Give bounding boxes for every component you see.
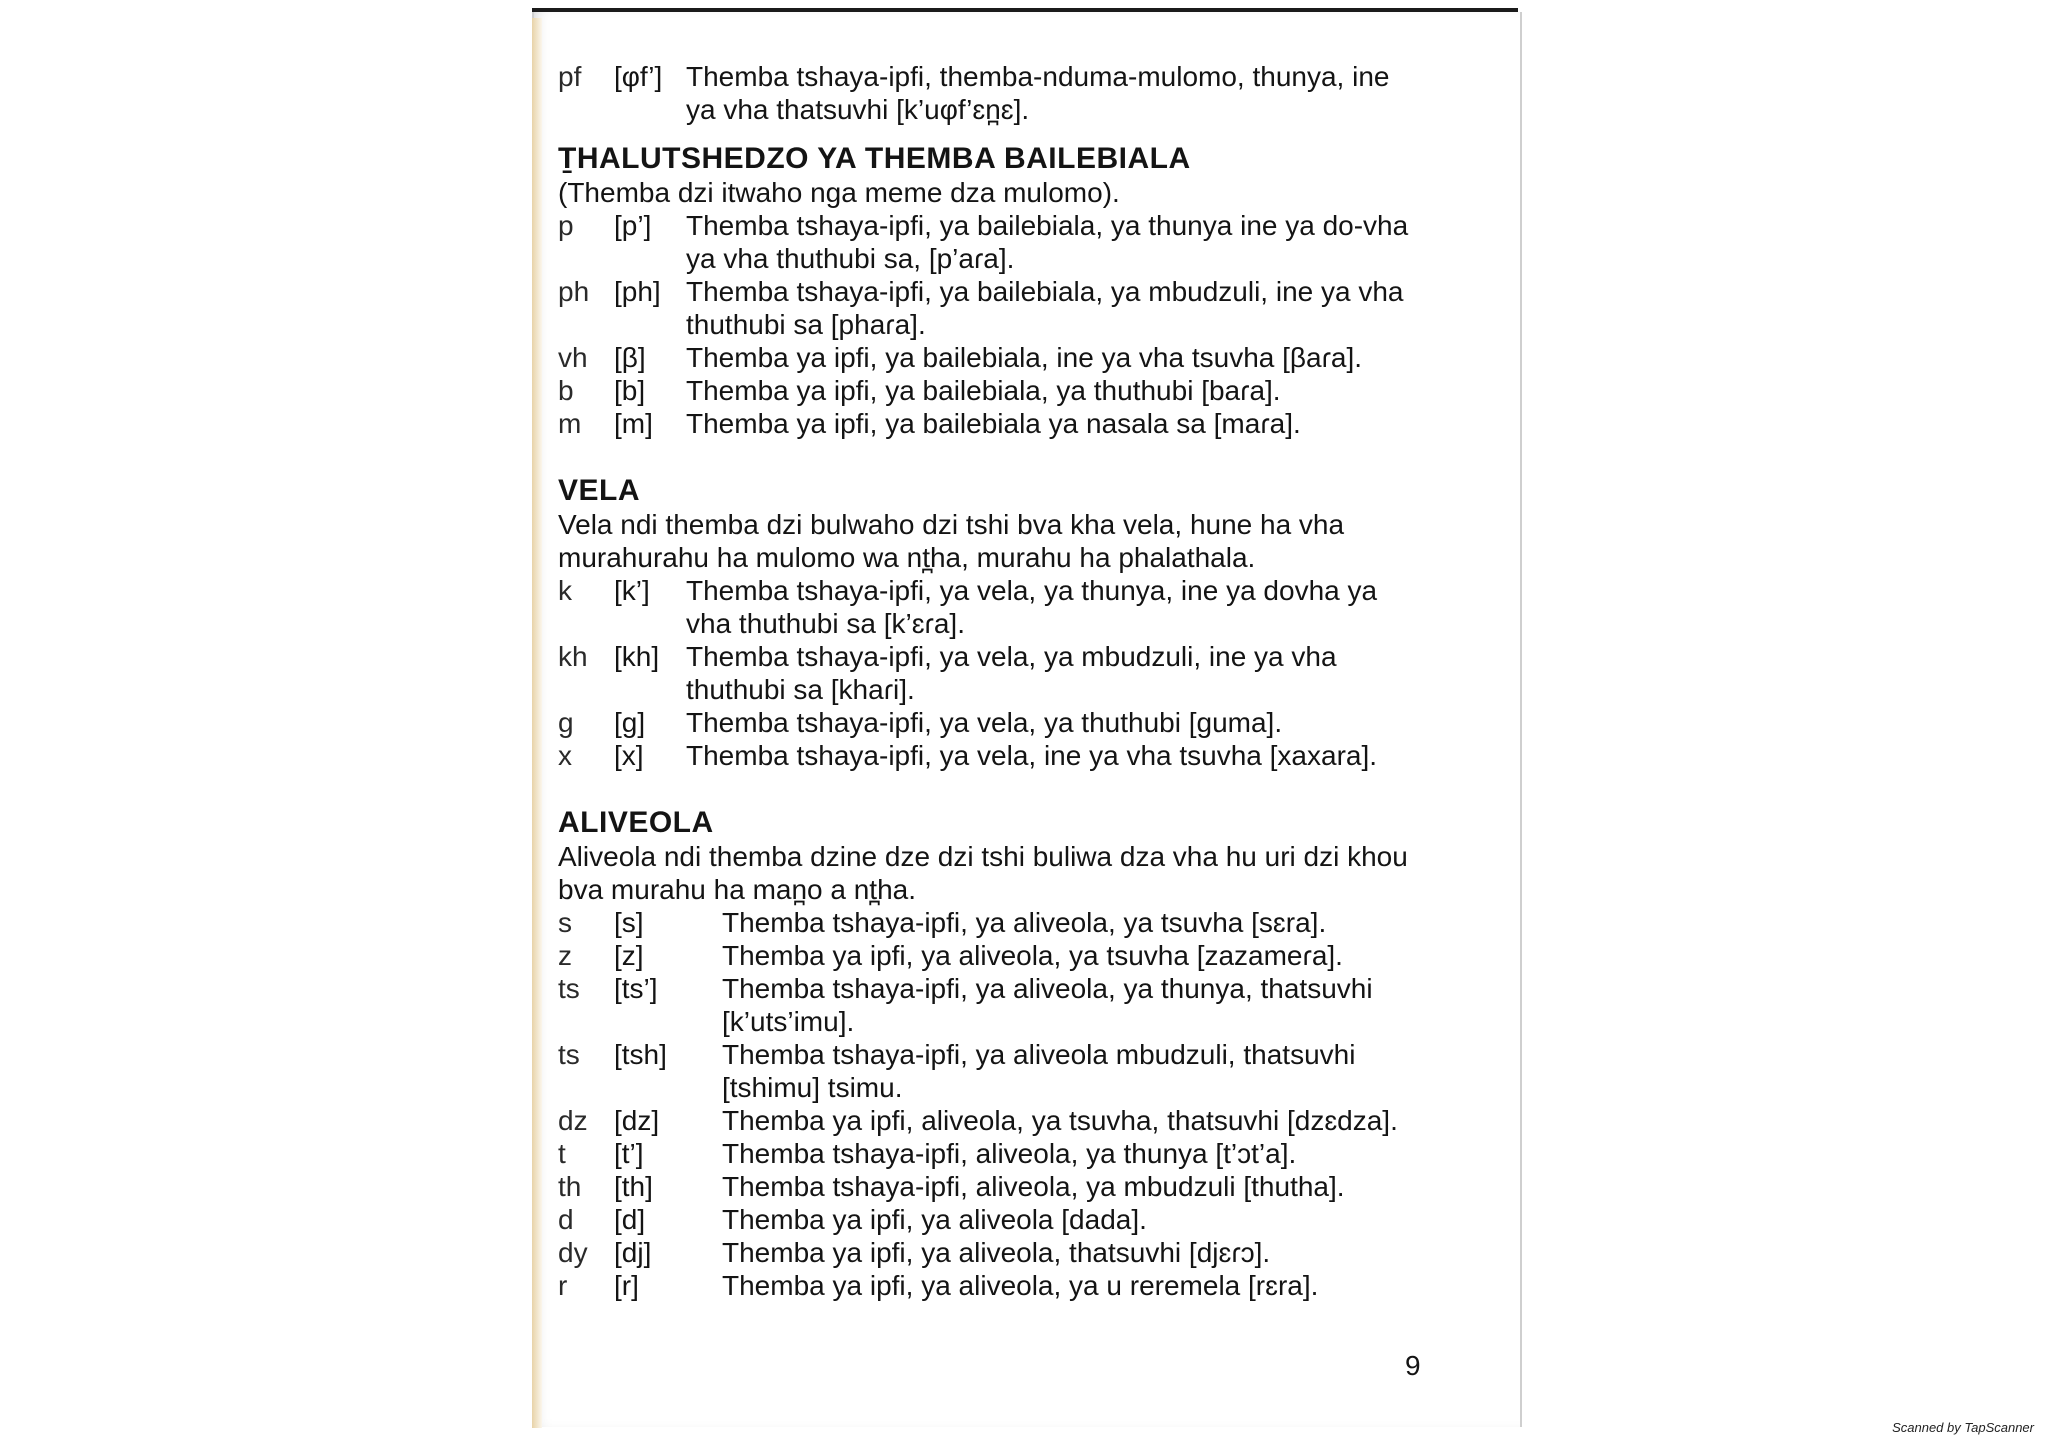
- entry-row: [558, 341, 1418, 374]
- entry-ipa: [k’]: [614, 575, 650, 606]
- entry-row: [558, 1104, 1418, 1137]
- entry-ipa: [g]: [614, 707, 646, 738]
- entry-description: Themba ya ipfi, aliveola, ya tsuvha, thatsuvhi [dzɛdza].: [722, 1105, 1398, 1136]
- entry-row: [558, 640, 1418, 706]
- entry-description: Themba tshaya-ipfi, ya vela, ine ya vha tsuvha [xaxara].: [686, 740, 1378, 771]
- entry-symbol: th: [558, 1171, 582, 1202]
- section-intro-bailebiala: (Themba dzi itwaho nga meme dza mulomo).: [558, 177, 1120, 208]
- entry-ipa: [t’]: [614, 1138, 644, 1169]
- entry-description: Themba tshaya-ipfi, ya bailebiala, ya mbudzuli, ine ya vha thuthubi sa [phaɾa].: [686, 276, 1404, 340]
- entry-symbol: vh: [558, 342, 588, 373]
- page-spine-shadow: [532, 18, 542, 1428]
- entry-ipa: [ph]: [614, 276, 661, 307]
- entry-ipa: [s]: [614, 907, 644, 938]
- entry-symbol: s: [558, 907, 572, 938]
- entry-row: [558, 574, 1418, 640]
- entry-row: [558, 209, 1418, 275]
- entry-symbol: m: [558, 408, 582, 439]
- entry-description: Themba ya ipfi, ya aliveola, thatsuvhi [djɛɾɔ].: [722, 1237, 1271, 1268]
- entry-description: Themba tshaya-ipfi, themba-nduma-mulomo, thunya, ine ya vha thatsuvhi [k’uφf’ɛn̪ɛ].: [686, 61, 1390, 125]
- entry-ipa: [tsh]: [614, 1039, 667, 1070]
- entry-description: Themba ya ipfi, ya aliveola, ya u reremela [rɛra].: [722, 1270, 1319, 1301]
- entry-row: [558, 906, 1418, 939]
- entry-description: Themba tshaya-ipfi, aliveola, ya thunya [t’ɔt’a].: [722, 1138, 1297, 1169]
- entry-symbol: dy: [558, 1237, 588, 1268]
- entry-symbol: ph: [558, 276, 590, 307]
- entry-row: [558, 706, 1418, 739]
- entry-list-aliveola: [558, 906, 1418, 1302]
- entry-ipa: [kh]: [614, 641, 660, 672]
- entry-symbol: b: [558, 375, 574, 406]
- entry-description: Themba ya ipfi, ya bailebiala, ine ya vha tsuvha [βaɾa].: [686, 342, 1363, 373]
- page-number: 9: [1405, 1350, 1421, 1381]
- entry-row: [558, 407, 1418, 440]
- entry-ipa: [d]: [614, 1204, 646, 1235]
- section-intro-aliveola: Aliveola ndi themba dzine dze dzi tshi buliwa dza vha hu uri dzi khou bva murahu ha man̪o a nt̪ha.: [558, 841, 1408, 905]
- entry-row: [558, 739, 1418, 772]
- entry-ipa: [r]: [614, 1270, 639, 1301]
- entry-ipa: [th]: [614, 1171, 653, 1202]
- scanner-credit: Scanned by TapScanner: [1892, 1420, 2034, 1435]
- entry-ipa: [β]: [614, 342, 646, 373]
- page-content: [558, 60, 1418, 1302]
- entry-row: [558, 939, 1418, 972]
- entry-symbol: x: [558, 740, 572, 771]
- entry-symbol: p: [558, 210, 574, 241]
- entry-ipa: [dz]: [614, 1105, 660, 1136]
- entry-symbol: pf: [558, 61, 582, 92]
- entry-symbol: dz: [558, 1105, 588, 1136]
- section-heading-aliveola: ALIVEOLA: [558, 806, 714, 839]
- entry-symbol: kh: [558, 641, 588, 672]
- entry-description: Themba tshaya-ipfi, ya aliveola, ya thunya, thatsuvhi [k’uts’imu].: [722, 973, 1373, 1037]
- entry-row: [558, 1137, 1418, 1170]
- entry-symbol: r: [558, 1270, 568, 1301]
- entry-ipa: [φf’]: [614, 61, 663, 92]
- entry-symbol: k: [558, 575, 572, 606]
- entry-list-vela: [558, 574, 1418, 772]
- entry-ipa: [z]: [614, 940, 644, 971]
- entry-ipa: [b]: [614, 375, 646, 406]
- entry-description: Themba tshaya-ipfi, aliveola, ya mbudzuli [thutha].: [722, 1171, 1345, 1202]
- entry-ipa: [dj]: [614, 1237, 652, 1268]
- entry-ipa: [p’]: [614, 210, 652, 241]
- entry-description: Themba tshaya-ipfi, ya vela, ya mbudzuli, ine ya vha thuthubi sa [khaɾi].: [686, 641, 1337, 705]
- entry-symbol: g: [558, 707, 574, 738]
- entry-ipa: [ts’]: [614, 973, 658, 1004]
- entry-ipa: [m]: [614, 408, 653, 439]
- entry-row: [558, 374, 1418, 407]
- entry-description: Themba tshaya-ipfi, ya aliveola, ya tsuvha [sɛra].: [722, 907, 1327, 938]
- entry-row: [558, 1203, 1418, 1236]
- entry-description: Themba ya ipfi, ya bailebiala, ya thuthubi [baɾa].: [686, 375, 1281, 406]
- entry-symbol: d: [558, 1204, 574, 1235]
- entry-description: Themba ya ipfi, ya aliveola [dada].: [722, 1204, 1147, 1235]
- entry-description: Themba ya ipfi, ya bailebiala ya nasala sa [maɾa].: [686, 408, 1301, 439]
- entry-description: Themba tshaya-ipfi, ya bailebiala, ya thunya ine ya do-vha ya vha thuthubi sa, [p’aɾa].: [686, 210, 1409, 274]
- entry-description: Themba tshaya-ipfi, ya aliveola mbudzuli, thatsuvhi [tshimu] tsimu.: [722, 1039, 1356, 1103]
- entry-symbol: ts: [558, 1039, 580, 1070]
- entry-list-bailebiala: [558, 209, 1418, 440]
- entry-symbol: ts: [558, 973, 580, 1004]
- entry-row: [558, 1170, 1418, 1203]
- entry-row: [558, 275, 1418, 341]
- entry-row: [558, 1269, 1418, 1302]
- entry-description: Themba tshaya-ipfi, ya vela, ya thunya, ine ya dovha ya vha thuthubi sa [k’ɛɾa].: [686, 575, 1378, 639]
- entry-row: [558, 1236, 1418, 1269]
- entry-symbol: t: [558, 1138, 566, 1169]
- entry-row: [558, 1038, 1418, 1104]
- entry-symbol: z: [558, 940, 572, 971]
- entry-description: Themba ya ipfi, ya aliveola, ya tsuvha [zazameɾa].: [722, 940, 1343, 971]
- entry-pf: [558, 60, 1418, 126]
- entry-description: Themba tshaya-ipfi, ya vela, ya thuthubi [guma].: [686, 707, 1283, 738]
- entry-row: [558, 972, 1418, 1038]
- section-heading-bailebiala: ṮHALUTSHEDZO YA THEMBA BAILEBIALA: [558, 142, 1191, 175]
- section-intro-vela: Vela ndi themba dzi bulwaho dzi tshi bva kha vela, hune ha vha murahurahu ha mulomo wa nt̪ha, murahu ha phalathala.: [558, 509, 1345, 573]
- entry-ipa: [x]: [614, 740, 644, 771]
- section-heading-vela: VELA: [558, 474, 641, 507]
